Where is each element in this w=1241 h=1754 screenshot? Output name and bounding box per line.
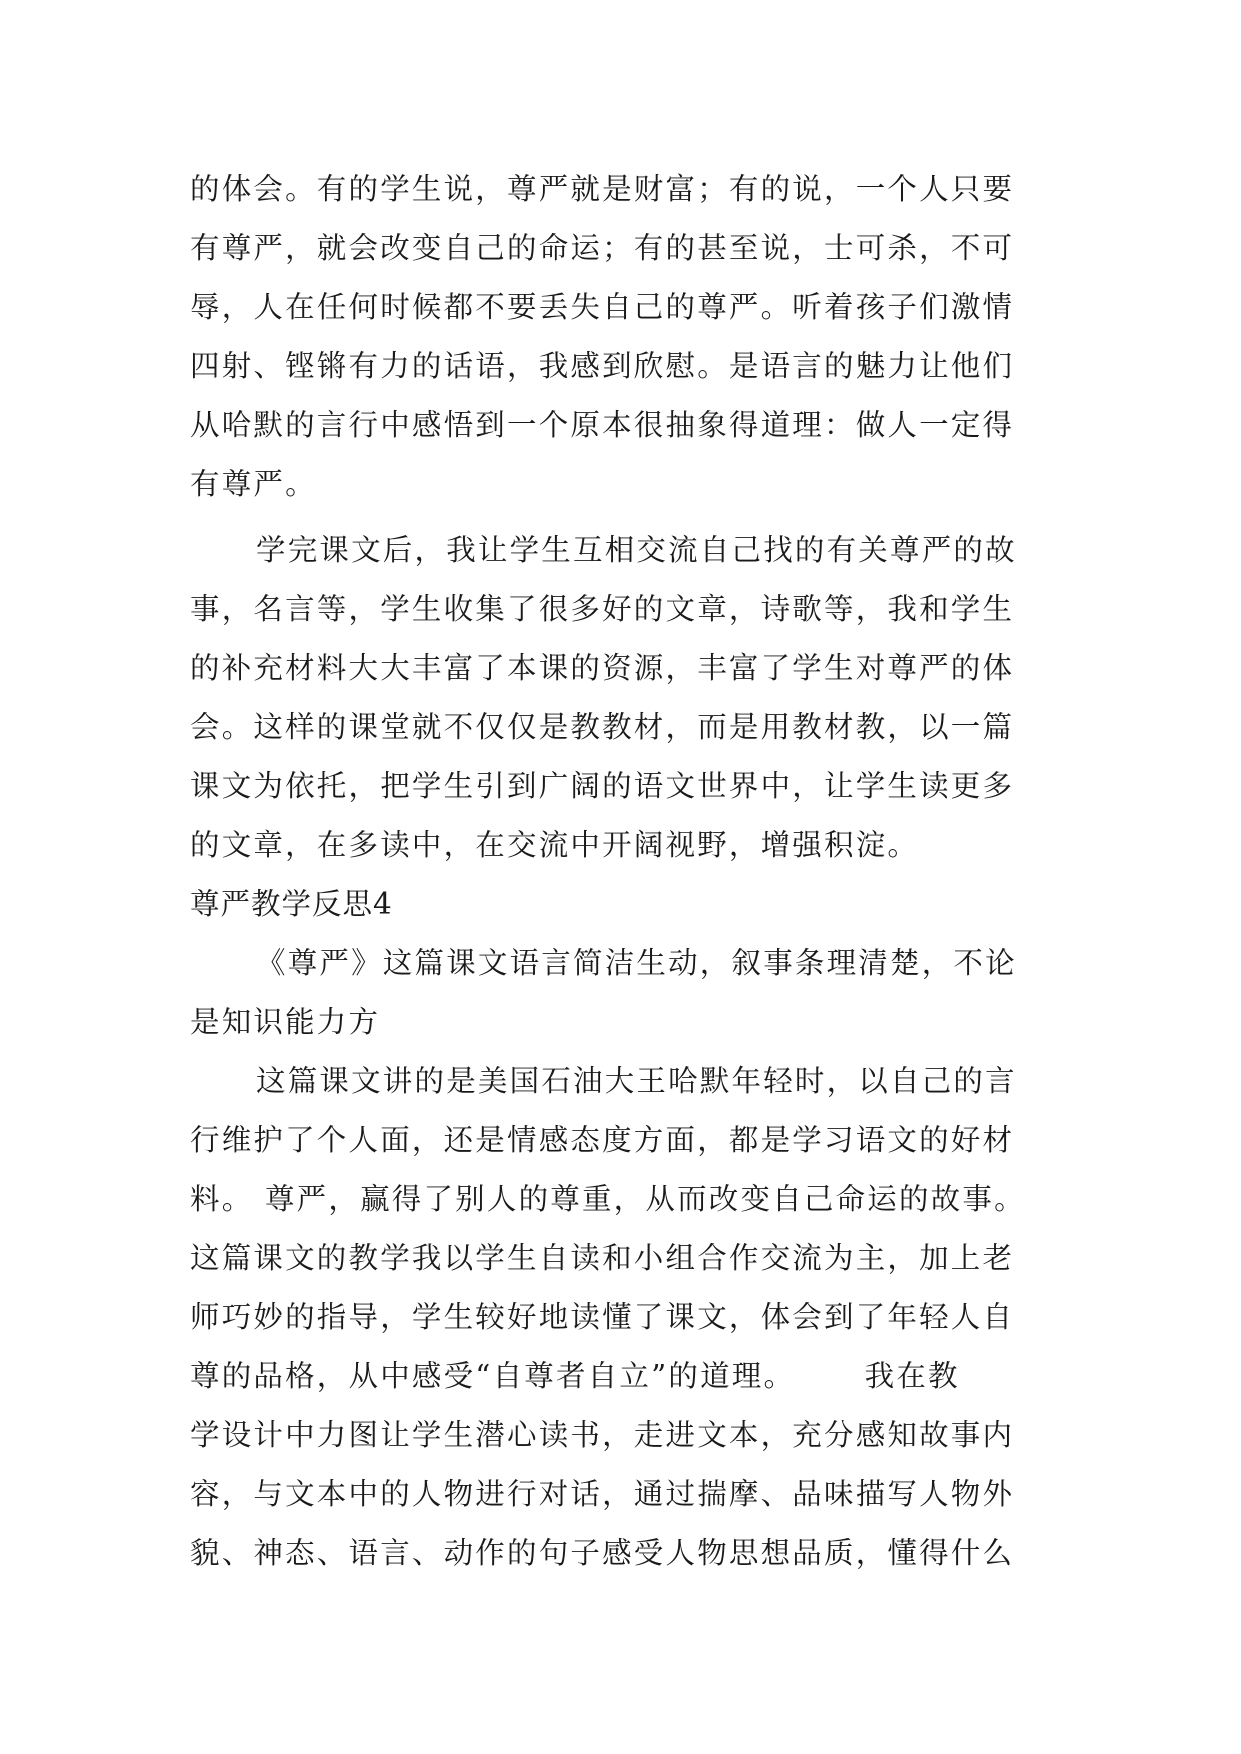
section-heading: 尊严教学反思4 <box>190 887 393 921</box>
text-line: 事，名言等，学生收集了很多好的文章，诗歌等，我和学生 <box>190 592 1015 626</box>
text-line: 辱，人在任何时候都不要丢失自己的尊严。听着孩子们激情 <box>190 290 1015 324</box>
text-line: 尊的品格，从中感受“自尊者自立”的道理。 我在教 <box>190 1359 960 1393</box>
document-body <box>190 160 1050 1583</box>
text-line: 容，与文本中的人物进行对话，通过揣摩、品味描写人物外 <box>190 1477 1015 1511</box>
text-line: 会。这样的课堂就不仅仅是教教材，而是用教材教，以一篇 <box>190 710 1015 744</box>
text-line: 行维护了个人面，还是情感态度方面，都是学习语文的好材 <box>190 1123 1015 1157</box>
text-line: 课文为依托，把学生引到广阔的语文世界中，让学生读更多 <box>190 769 1015 803</box>
text-line: 从哈默的言行中感悟到一个原本很抽象得道理：做人一定得 <box>190 408 1015 442</box>
text-line: 四射、铿锵有力的话语，我感到欣慰。是语言的魅力让他们 <box>190 349 1015 383</box>
text-line: 这篇课文的教学我以学生自读和小组合作交流为主，加上老 <box>190 1241 1015 1275</box>
text-line: 的补充材料大大丰富了本课的资源，丰富了学生对尊严的体 <box>190 651 1015 685</box>
text-line: 料。 尊严，赢得了别人的尊重，从而改变自己命运的故事。 <box>190 1182 1026 1216</box>
text-line: 有尊严。 <box>190 467 317 501</box>
text-line: 的文章，在多读中，在交流中开阔视野，增强积淀。 <box>190 828 920 862</box>
text-line: 有尊严，就会改变自己的命运；有的甚至说，士可杀，不可 <box>190 231 1015 265</box>
text-line: 貌、神态、语言、动作的句子感受人物思想品质，懂得什么 <box>190 1536 1015 1570</box>
paragraph-first-line: 这篇课文讲的是美国石油大王哈默年轻时，以自己的言 <box>256 1064 1017 1098</box>
paragraph-first-line: 《尊严》这篇课文语言简洁生动，叙事条理清楚，不论 <box>256 946 1017 980</box>
text-line: 师巧妙的指导，学生较好地读懂了课文，体会到了年轻人自 <box>190 1300 1015 1334</box>
text-line: 是知识能力方 <box>190 1005 381 1039</box>
paragraph-first-line: 学完课文后，我让学生互相交流自己找的有关尊严的故 <box>256 533 1017 567</box>
text-line: 学设计中力图让学生潜心读书，走进文本，充分感知故事内 <box>190 1418 1015 1452</box>
text-line: 的体会。有的学生说，尊严就是财富；有的说，一个人只要 <box>190 172 1015 206</box>
